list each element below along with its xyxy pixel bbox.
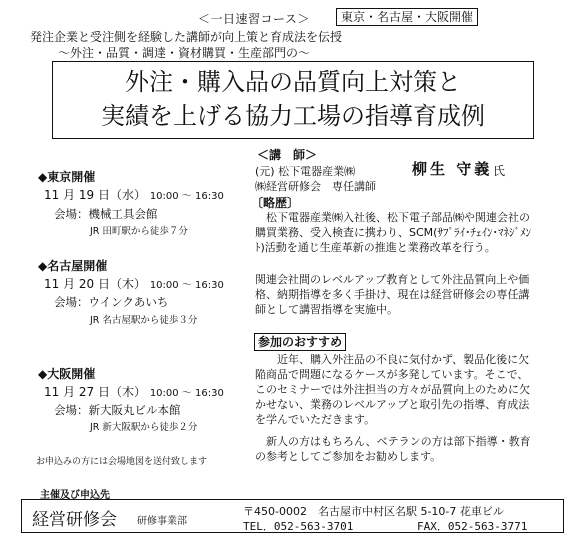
session-nagoya-city: ◆名古屋開催 [38,259,108,273]
session-tokyo-venue: 会場：機械工具会館 [54,207,158,221]
session-nagoya-access: JR 名古屋駅から徒歩３分 [90,315,198,326]
intro-line-1: 発注企業と受注側を経験した講師が向上策と育成法を伝授 [30,30,343,44]
lecturer-affiliation-2: ㈱経営研修会 専任講師 [255,180,376,193]
title-box [52,61,534,139]
recommendation-heading: 参加のおすすめ [254,333,346,351]
page-title-line-1: 外注・購入品の品質向上対策と [125,68,461,96]
organizer-fax: FAX．052-563-3771 [417,520,528,533]
session-osaka-city: ◆大阪開催 [38,367,96,381]
lecturer-heading: ＜講 師＞ [257,148,318,162]
organizer-address: 〒450-0002 名古屋市中村区名駅 5-10-7 花車ビル [243,505,504,518]
session-tokyo-access: JR 田町駅から徒歩７分 [90,226,188,237]
intro-line-2: ～外注・品質・調達・資材購買・生産部門の～ [58,46,311,60]
course-label: ＜一日速習コース＞ [198,12,310,26]
session-tokyo-date: 11 月 19 日（水） 10:00 ～ 16:30 [44,188,224,202]
session-nagoya-date: 11 月 20 日（木） 10:00 ～ 16:30 [44,277,224,291]
lecturer-honorific: 氏 [493,164,506,178]
session-osaka-date: 11 月 27 日（木） 10:00 ～ 16:30 [44,385,224,399]
session-nagoya-venue: 会場：ウインクあいち [54,295,169,309]
organizer-tel: TEL．052-563-3701 [243,520,354,533]
session-osaka-access: JR 新大阪駅から徒歩２分 [90,422,198,433]
lecturer-affiliation-1: (元) 松下電器産業㈱ [255,165,356,178]
page-title-line-2: 実績を上げる協力工場の指導育成例 [101,102,485,130]
lecturer-name: 柳生 守義 [412,160,493,178]
biography-paragraph-1: 松下電器産業㈱入社後、松下電子部品㈱や関連会社の購買業務、受入検査に携わり、SCM(ｻﾌﾟﾗｲ･ﾁｪｲﾝ･ﾏﾈｼﾞﾒﾝﾄ)活動を通じ生産革新の推進と業務改革を行う。 [255,211,531,254]
organizer-label: 主催及び申込先 [40,490,110,501]
biography-heading: 〔略歴〕 [251,196,300,210]
recommendation-paragraph-1: 近年、購入外注品の不良に気付かず、製品化後に欠陥商品で問題になるケースが多発しています。そこで、このセミナーでは外注担当の方々が品質向上のために欠かせない、業務のレベルアップと取引先の指導、育成法を学んでいただきます。 [255,353,530,426]
recommendation-paragraph-2: 新人の方はもちろん、ベテランの方は部下指導・教育の参考としてご参加をお勧めします。 [255,435,531,463]
map-note: お申込みの方には会場地図を送付致します [36,457,208,467]
session-tokyo-city: ◆東京開催 [38,170,96,184]
session-osaka-venue: 会場：新大阪丸ビル本館 [54,403,181,417]
biography-paragraph-2: 関連会社間のレベルアップ教育として外注品質向上や価格、納期指導を多く手掛け、現在は経営研修会の専任講師として講習指導を実施中。 [255,273,530,316]
organizer-division: 研修事業部 [137,516,187,527]
organizer-name: 経営研修会 [32,510,117,530]
organizer-box [21,499,564,533]
cities-badge: 東京・名古屋・大阪開催 [336,8,478,26]
